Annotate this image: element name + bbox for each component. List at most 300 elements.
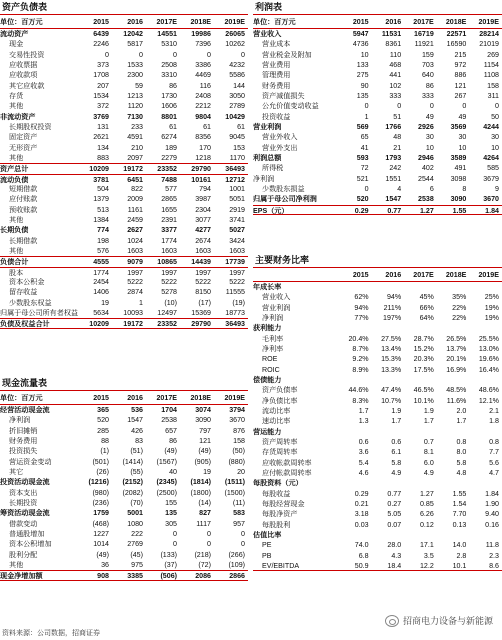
row-value: (2345) [156, 478, 177, 487]
row-value: 74.0 [354, 541, 369, 550]
row-value [404, 530, 437, 540]
row-value: 5.05 [387, 510, 402, 519]
header-year: 2019E [224, 18, 245, 26]
row-value: (109) [228, 560, 245, 569]
row-value: 3377 [161, 226, 177, 235]
row-label: 流动比率 [262, 406, 291, 415]
row-label: 净利率 [262, 344, 284, 353]
row-value: 1384 [93, 215, 109, 224]
row-value: 4.3 [391, 551, 402, 560]
row-value: 86 [169, 436, 177, 445]
row-value [404, 478, 437, 488]
row-value: 1.7 [358, 406, 369, 415]
row-value: 2246 [93, 40, 109, 49]
row-value [339, 478, 372, 488]
row-value: 657 [165, 426, 177, 435]
row-value: 536 [131, 406, 143, 414]
row-value: 275 [356, 71, 369, 80]
row-value: 4264 [483, 153, 499, 162]
row-value: 569 [356, 122, 369, 131]
row-value: 269 [487, 50, 499, 59]
row-value: 1603 [229, 246, 245, 255]
row-value: 3679 [483, 174, 499, 183]
row-value: 0.29 [354, 489, 369, 498]
row-value: 3385 [127, 572, 143, 580]
table-row [253, 153, 502, 163]
row-value: 222 [131, 529, 143, 538]
watermark [382, 613, 496, 628]
row-value: (1567) [156, 457, 177, 466]
row-value: 10.7% [381, 396, 402, 405]
table-row [0, 215, 248, 225]
row-value: 49 [425, 112, 434, 121]
row-value: 10262 [225, 40, 245, 49]
row-value: 0.07 [387, 520, 402, 529]
table-row [0, 174, 248, 184]
row-label: 其它 [9, 467, 24, 476]
row-value: 593 [356, 153, 369, 162]
row-value: 50 [491, 112, 499, 121]
row-value: 2926 [418, 122, 434, 131]
table-row [253, 354, 502, 364]
row-value: 1708 [93, 71, 109, 80]
row-value: (501) [92, 457, 109, 466]
row-value: 131 [97, 122, 109, 131]
row-label: 净利润 [262, 313, 284, 322]
row-value [372, 323, 405, 333]
row-value: 8.6 [489, 561, 499, 570]
row-value: (506) [160, 572, 177, 580]
row-label: 长期借款 [9, 236, 38, 245]
row-value: (1814) [190, 478, 211, 487]
header-unit-label: 单位：百万元 [0, 394, 43, 402]
header-year: 2017E [156, 394, 177, 402]
row-value: 102 [389, 81, 402, 90]
row-value: 25% [484, 293, 499, 302]
row-value: 0 [429, 102, 434, 111]
header-year: 2019E [478, 271, 499, 279]
row-value: 4469 [195, 71, 211, 80]
row-value: 373 [97, 60, 109, 69]
row-value: 36493 [225, 320, 245, 328]
source-footnote: 资料来源：公司数据，招商证券 [2, 630, 100, 637]
row-value: 491 [454, 164, 467, 173]
row-value: (266) [228, 550, 245, 559]
row-label: 资产总计 [0, 165, 29, 174]
balance-sheet-table [0, 15, 248, 329]
table-row [253, 509, 502, 519]
row-value: 12497 [157, 308, 177, 317]
row-label: 长期投资 [9, 498, 38, 507]
row-value: 1793 [385, 153, 402, 162]
row-value: 9.2% [352, 355, 369, 364]
row-value: 5051 [229, 195, 245, 204]
cashflow-table [0, 391, 248, 581]
row-value: 2874 [127, 288, 143, 297]
row-value: 4736 [352, 40, 369, 49]
row-value [339, 427, 372, 437]
row-value: 3769 [93, 112, 109, 121]
table-row [0, 529, 248, 539]
row-value: (14) [198, 498, 211, 507]
row-value [339, 375, 372, 385]
row-value: 5310 [161, 40, 177, 49]
row-value: 2538 [161, 416, 177, 425]
row-value: 1655 [161, 205, 177, 214]
row-value: 2789 [229, 102, 245, 111]
table-row [0, 205, 248, 215]
row-value [437, 427, 470, 437]
row-label: 营运能力 [253, 427, 282, 436]
row-value: 1547 [385, 195, 402, 204]
table-row [253, 205, 502, 215]
row-label: 营业收入 [262, 293, 291, 302]
row-value: 170 [199, 143, 211, 152]
wechat-icon [385, 615, 399, 627]
row-value: 1.7 [456, 417, 467, 426]
row-value: 1170 [229, 153, 245, 162]
row-value [437, 530, 470, 540]
row-value: 1.27 [419, 489, 434, 498]
row-value: 1406 [93, 288, 109, 297]
row-value: (49) [198, 447, 211, 456]
row-label: ROIC [262, 365, 280, 374]
row-value: 2769 [127, 540, 143, 549]
row-value: 86 [425, 81, 434, 90]
row-value: 2300 [127, 71, 143, 80]
row-value: 4232 [229, 60, 245, 69]
table-row [0, 163, 248, 173]
row-value: 2279 [161, 153, 177, 162]
table-row [0, 287, 248, 297]
row-value [437, 282, 470, 292]
row-value: 61 [237, 122, 245, 131]
table-row [253, 530, 502, 540]
row-value: 61 [169, 122, 177, 131]
row-label: 资产周转率 [262, 437, 298, 446]
header-year: 2019E [478, 18, 499, 26]
row-value: 3386 [195, 60, 211, 69]
row-label: 经营活动现金流 [0, 406, 50, 414]
row-value: (1500) [224, 488, 245, 497]
row-label: 应收款项 [9, 71, 38, 80]
row-value: 2097 [127, 153, 143, 162]
table-row [253, 540, 502, 550]
row-value: 17.5% [413, 365, 434, 374]
balance-sheet-panel [0, 1, 248, 329]
row-value: 6439 [93, 30, 109, 38]
row-label: 财务费用 [9, 436, 38, 445]
row-value: 22571 [446, 30, 467, 38]
table-row [253, 313, 502, 323]
row-value: 11.6% [446, 396, 467, 405]
row-value: 372 [97, 102, 109, 111]
row-value: 8.7% [352, 344, 369, 353]
row-label: 投资损失 [9, 447, 38, 456]
row-value: 48.5% [446, 386, 467, 395]
row-value [372, 530, 405, 540]
row-label: 股利分配 [9, 550, 38, 559]
row-value: 3741 [229, 215, 245, 224]
row-value: 30 [491, 133, 499, 142]
row-value: 2.3 [489, 551, 499, 560]
row-value: 144 [233, 81, 245, 90]
row-value: (51) [130, 447, 143, 456]
row-value: 5.8 [456, 458, 467, 467]
row-value: 1024 [127, 236, 143, 245]
table-row [0, 308, 248, 318]
row-label: 获利能力 [253, 324, 282, 333]
table-row [0, 29, 248, 39]
row-value: 5027 [229, 226, 245, 235]
table-row [0, 550, 248, 560]
row-value: 908 [97, 572, 109, 580]
table-row [0, 488, 248, 498]
row-value: 17739 [225, 258, 245, 267]
row-value: 12.1% [478, 396, 499, 405]
table-row [253, 29, 502, 39]
row-value: 5001 [127, 509, 143, 518]
row-value: 7.70 [452, 510, 467, 519]
row-value: 88 [101, 436, 109, 445]
row-value: 35% [452, 293, 467, 302]
row-value: 66% [419, 303, 434, 312]
row-value: 774 [97, 226, 109, 235]
table-row [253, 437, 502, 447]
row-value: 6.8 [358, 551, 369, 560]
row-value: 5222 [229, 277, 245, 286]
row-label: 投资收益 [262, 112, 291, 121]
row-value: 40 [169, 467, 177, 476]
row-value: 19 [203, 467, 211, 476]
row-value: 61 [203, 122, 211, 131]
header-year: 2016 [385, 271, 402, 279]
row-value: 5634 [93, 308, 109, 317]
row-label: 所得税 [262, 164, 284, 173]
row-value: 6.0 [423, 458, 434, 467]
row-value: 8150 [195, 288, 211, 297]
table-row [0, 39, 248, 49]
table-row [253, 427, 502, 437]
row-label: 留存收益 [9, 288, 38, 297]
row-value: 16590 [446, 40, 467, 49]
row-value: 4.9 [423, 468, 434, 477]
row-value: 0.03 [354, 520, 369, 529]
row-value: (1) [100, 447, 109, 456]
row-value: 45% [419, 293, 434, 302]
row-value: (37) [164, 560, 177, 569]
row-label: 营业外收入 [262, 133, 298, 142]
row-value: 1120 [127, 102, 143, 111]
row-value: 1997 [127, 268, 143, 277]
row-value: 333 [421, 91, 434, 100]
row-value [372, 375, 405, 385]
row-value: 23352 [157, 165, 177, 174]
row-value: 1774 [93, 268, 109, 277]
table-row [253, 174, 502, 184]
row-value: 28214 [479, 30, 499, 38]
row-value: 4555 [93, 258, 109, 267]
row-value: 0.8 [489, 437, 499, 446]
row-value: 65 [360, 133, 369, 142]
row-value: 153 [233, 143, 245, 152]
table-row [253, 50, 502, 60]
row-value: 8.0 [456, 448, 467, 457]
row-value: 1533 [127, 60, 143, 69]
row-value: 242 [389, 164, 402, 173]
row-value: 51 [393, 112, 402, 121]
row-value: 211% [383, 303, 402, 312]
row-value: 1.84 [485, 206, 499, 214]
row-value: 2304 [195, 205, 211, 214]
row-value: 0.77 [387, 489, 402, 498]
row-value: 2544 [418, 174, 434, 183]
row-label: 其他 [9, 153, 24, 162]
row-value: 13.7% [446, 344, 467, 353]
row-value: 3569 [450, 122, 467, 131]
row-value: 9 [495, 184, 499, 193]
row-value: 1603 [161, 246, 177, 255]
row-value: 121 [454, 81, 467, 90]
row-value: 28.7% [413, 334, 434, 343]
row-value: 2866 [229, 572, 245, 580]
row-value: 4277 [195, 226, 211, 235]
row-value: 22% [452, 313, 467, 322]
table-row [253, 184, 502, 194]
row-label: 归属于母公司所有者权益 [0, 308, 78, 317]
row-value: 30 [425, 133, 434, 142]
row-value: 0.8 [456, 437, 467, 446]
header-year: 2018E [190, 18, 211, 26]
table-row [0, 519, 248, 529]
row-value: 50.9 [354, 561, 369, 570]
row-label: 资产减值损失 [262, 91, 305, 100]
row-label: 流动负债 [0, 175, 29, 184]
row-value: 2454 [93, 277, 109, 286]
row-value: 1080 [127, 519, 143, 528]
table-row [0, 436, 248, 446]
row-value: 21 [393, 143, 402, 152]
row-value: 10 [425, 143, 434, 152]
row-value: (1216) [88, 478, 109, 487]
row-value: 11555 [225, 288, 245, 297]
row-value: 1603 [195, 246, 211, 255]
row-label: 其他 [9, 560, 24, 569]
row-value: (1800) [190, 488, 211, 497]
row-value: 14.0 [452, 541, 467, 550]
row-label: 短期借款 [9, 184, 38, 193]
row-value: 1108 [483, 71, 499, 80]
row-value: 158 [233, 436, 245, 445]
row-value: 13.4% [381, 344, 402, 353]
row-value: 2009 [127, 195, 143, 204]
row-value: (49) [96, 550, 109, 559]
row-value: 20.3% [413, 355, 434, 364]
row-value: 267 [454, 91, 467, 100]
row-value [469, 427, 502, 437]
row-value: 0.13 [452, 520, 467, 529]
row-value: 797 [199, 426, 211, 435]
row-value: (10) [164, 298, 177, 307]
row-value: 468 [389, 60, 402, 69]
row-value: (1511) [224, 478, 245, 487]
row-value: 8.3% [352, 396, 369, 405]
row-value: 18773 [225, 308, 245, 317]
table-row [0, 277, 248, 287]
table-row [0, 298, 248, 308]
row-label: 存货周转率 [262, 448, 298, 457]
row-value: 134 [97, 143, 109, 152]
row-value: 0 [105, 50, 109, 59]
row-value: 135 [356, 91, 369, 100]
row-value: 11.8 [485, 541, 499, 550]
table-row [253, 447, 502, 457]
row-label: 其他 [9, 246, 24, 255]
row-value: 2086 [195, 572, 211, 580]
row-label: 毛利率 [262, 334, 284, 343]
table-header [253, 15, 502, 29]
row-value: 8801 [161, 112, 177, 121]
row-label: PE [262, 541, 272, 550]
header-year: 2018E [445, 18, 467, 26]
row-value: 957 [233, 519, 245, 528]
row-value: 3424 [229, 236, 245, 245]
table-row [253, 344, 502, 354]
table-row [253, 143, 502, 153]
row-label: 管理费用 [262, 71, 291, 80]
row-label: 资本公积金 [9, 277, 45, 286]
row-value: 886 [454, 71, 467, 80]
table-row [253, 132, 502, 142]
row-value [339, 323, 372, 333]
row-value: (17) [198, 298, 211, 307]
table-row [253, 478, 502, 488]
row-value: 3050 [229, 91, 245, 100]
row-value: 10865 [157, 258, 177, 267]
row-value: (980) [92, 488, 109, 497]
row-value: 0 [241, 540, 245, 549]
table-row [0, 101, 248, 111]
table-row [253, 489, 502, 499]
table-row [0, 70, 248, 80]
row-value: 36493 [225, 165, 245, 174]
table-header [253, 268, 502, 282]
row-value: 16.4% [478, 365, 499, 374]
row-value: 2212 [195, 102, 211, 111]
row-value: 1.27 [419, 206, 434, 214]
table-row [253, 122, 502, 132]
row-value: 10 [458, 143, 467, 152]
row-value: 9.40 [485, 510, 499, 519]
row-value: 2.8 [456, 551, 467, 560]
table-row [253, 385, 502, 395]
header-year: 2015 [93, 394, 109, 402]
table-row [253, 39, 502, 49]
row-value: 1.9 [391, 406, 402, 415]
row-value: 20.4% [348, 334, 369, 343]
row-value: 30 [458, 133, 467, 142]
row-value: 10 [360, 50, 369, 59]
row-value: 10209 [89, 165, 109, 174]
row-label: 长期负债 [0, 226, 29, 235]
row-value: 83 [135, 436, 143, 445]
table-row [253, 292, 502, 302]
row-value: 4591 [127, 133, 143, 142]
row-value: 2919 [229, 205, 245, 214]
row-value: 12042 [123, 30, 143, 38]
row-label: 营业外支出 [262, 143, 298, 152]
row-value: 2627 [127, 226, 143, 235]
